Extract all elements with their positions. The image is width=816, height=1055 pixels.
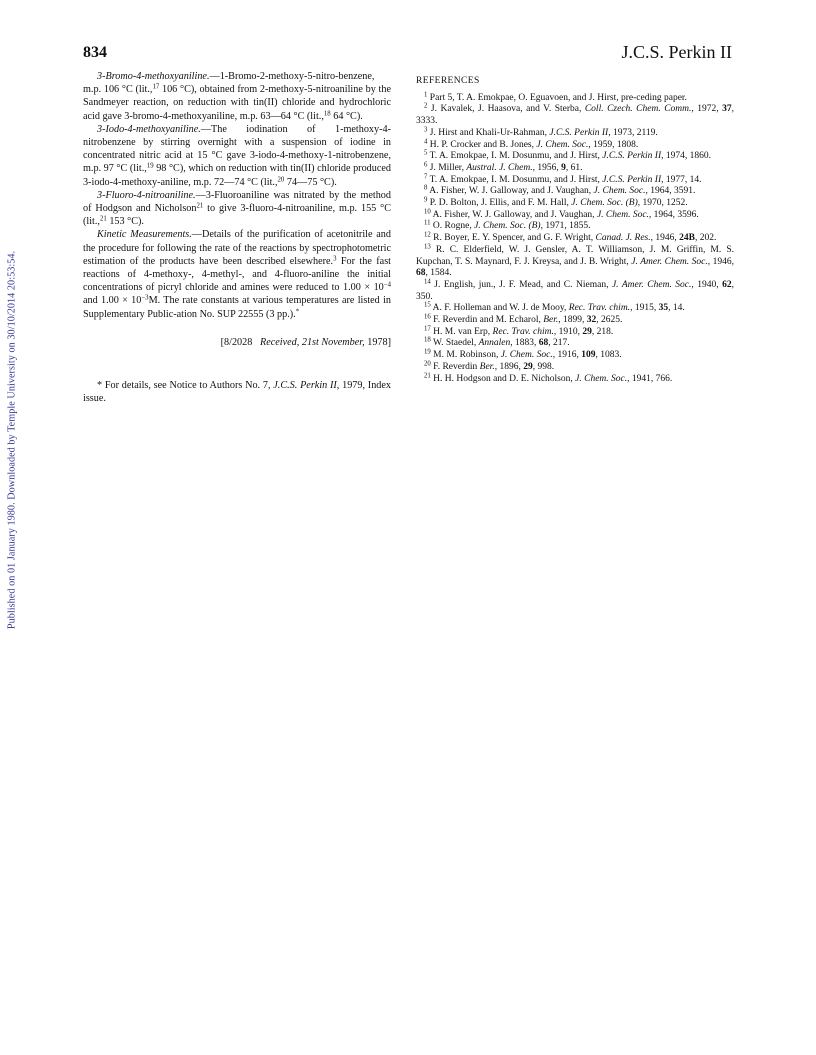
reference-item: $^6$ J. Miller, Austral. J. Chem., 1956, 9, 61. xyxy=(424,161,583,173)
reference-item: $^{13}$ R. C. Elderfield, W. J. Gensler, A. T. Williamson, J. M. Griffin, M. S. Kupchan, T. S. Maynard, F. J. Kreysa, and J. B. Wright, J. Amer. Chem. Soc., 1946, 68, 1584. xyxy=(416,243,735,279)
footnote: * For details, see Notice to Authors No. 7, J.C.S. Perkin II, 1979, Index issue. xyxy=(83,380,391,405)
paragraph-fluoro: 3-Fluoro-4-nitroaniline.—3-Fluoroaniline was nitrated by the method of Hodgson and Nicholson$^{21}$ to give 3-fluoro-4-nitroaniline, m.p. 155 °C (lit.,$^{21}$ 153 °C). xyxy=(83,189,391,228)
reference-item: $^{16}$ F. Reverdin and M. Echarol, Ber., 1899, 32, 2625. xyxy=(424,313,623,326)
reference-item: $^1$ Part 5, T. A. Emokpae, O. Eguavoen, and J. Hirst, pre-ceding paper. xyxy=(424,91,687,103)
reference-item: $^{21}$ H. H. Hodgson and D. E. Nicholson, J. Chem. Soc., 1941, 766. xyxy=(424,372,673,384)
paragraph-iodo: 3-Iodo-4-methoxyaniline.—The iodination of 1-methoxy-4-nitrobenzene by stirring overnight with a suspension of iodine in concentrated nitric acid at 15 °C gave 3-iodo-4-methoxy-1-nitrobenzene, m.p. 97 °C (lit.,$^{19}$ 98 °C), which on reduction with tin(II) chloride produced 3-iodo-4-methoxy-aniline, m.p. 72—74 °C (lit.,$^{20}$ 74—75 °C). xyxy=(83,123,391,188)
reference-item: $^{10}$ A. Fisher, W. J. Galloway, and J. Vaughan, J. Chem. Soc., 1964, 3596. xyxy=(424,208,699,220)
reference-item: $^3$ J. Hirst and Khali-Ur-Rahman, J.C.S. Perkin II, 1973, 2119. xyxy=(424,126,658,138)
reference-item: $^2$ J. Kavalek, J. Haasova, and V. Sterba, Coll. Czech. Chem. Comm., 1972, 37, 3333. xyxy=(416,102,735,127)
paragraph-bromo: 3-Bromo-4-methoxyaniline.—1-Bromo-2-methoxy-5-nitro-benzene, m.p. 106 °C (lit.,$^{17}$ 106 °C), obtained from 2-methoxy-5-nitroaniline by the Sandmeyer reaction, on reduction with tin(II) chloride and hydrochloric acid gave 3-bromo-4-methoxyaniline, m.p. 63—64 °C (lit.,$^{18}$ 64 °C). xyxy=(83,71,391,122)
journal-title: J.C.S. Perkin II xyxy=(621,42,732,62)
reference-item: $^{18}$ W. Staedel, Annalen, 1883, 68, 217. xyxy=(424,336,570,349)
reference-item: $^9$ P. D. Bolton, J. Ellis, and F. M. Hall, J. Chem. Soc. (B), 1970, 1252. xyxy=(424,196,688,209)
references-column xyxy=(416,76,734,385)
download-notice: Published on 01 January 1980. Downloaded by Temple University on 30/10/2014 20:53:54. xyxy=(6,250,18,630)
reference-item: $^{20}$ F. Reverdin Ber., 1896, 29, 998. xyxy=(424,360,555,372)
received-date: [8/2028 Received, 21st November, 1978] xyxy=(220,336,391,348)
reference-item: $^{11}$ O. Rogne, J. Chem. Soc. (B), 1971, 1855. xyxy=(424,219,591,232)
reference-item: $^{17}$ H. M. van Erp, Rec. Trav. chim., 1910, 29, 218. xyxy=(424,325,614,337)
reference-item: $^4$ H. P. Crocker and B. Jones, J. Chem. Soc., 1959, 1808. xyxy=(424,138,639,150)
reference-item: $^8$ A. Fisher, W. J. Galloway, and J. Vaughan, J. Chem. Soc., 1964, 3591. xyxy=(424,184,696,197)
paragraph-kinetics: Kinetic Measurements.—Details of the purification of acetonitrile and the procedure for following the rate of the reactions by spectrophotometric estimation of the products have been described elsewhere.$^3$ For the fast reactions of 4-methoxy-, 4-methyl-, and 4-fluoro-aniline the initial concentrations of picryl chloride and amines were reduced to $1.00 \times 10^{-4}$ and $1.00 \times 10^{-3}M$. The rate constants at various temperatures are listed in Supplementary Public-ation No. SUP 22555 (3 pp.).* xyxy=(83,229,391,320)
reference-item: $^{12}$ R. Boyer, E. Y. Spencer, and G. F. Wright, Canad. J. Res., 1946, 24B, 202. xyxy=(424,231,717,244)
page-number: 834 xyxy=(83,44,107,61)
references-heading: REFERENCES xyxy=(416,76,480,86)
reference-item: $^7$ T. A. Emokpae, I. M. Dosunmu, and J. Hirst, J.C.S. Perkin II, 1977, 14. xyxy=(424,173,702,185)
reference-item: $^{14}$ J. English, jun., J. F. Mead, and C. Nieman, J. Amer. Chem. Soc., 1940, 62, 350. xyxy=(416,278,735,302)
reference-item: $^5$ T. A. Emokpae, I. M. Dosunmu, and J. Hirst, J.C.S. Perkin II, 1974, 1860. xyxy=(424,149,711,162)
body-column xyxy=(83,70,391,405)
reference-item: $^{15}$ A. F. Holleman and W. J. de Mooy, Rec. Trav. chim., 1915, 35, 14. xyxy=(424,301,685,314)
reference-item: $^{19}$ M. M. Robinson, J. Chem. Soc., 1916, 109, 1083. xyxy=(424,348,622,361)
